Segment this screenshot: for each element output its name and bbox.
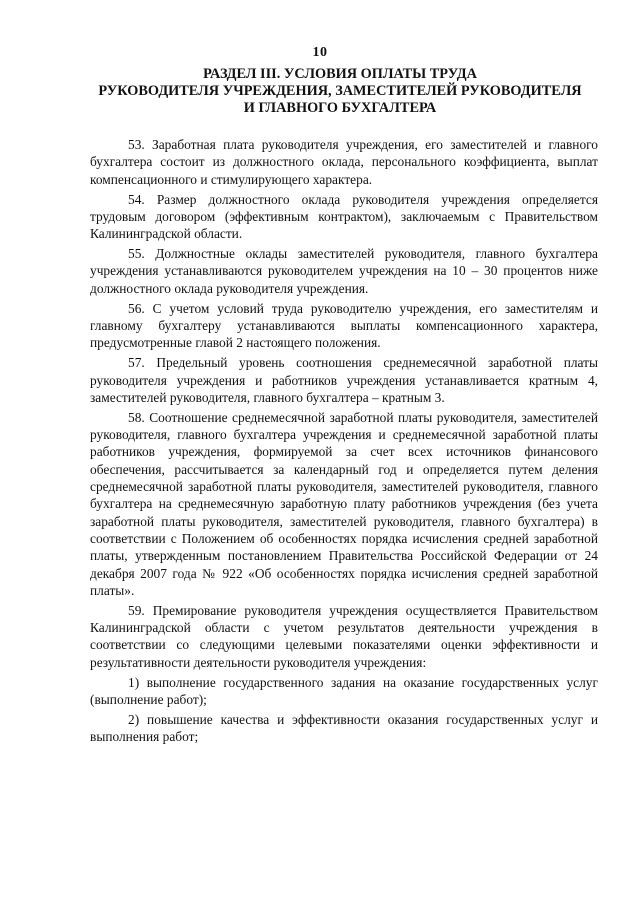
heading-line-2: РУКОВОДИТЕЛЯ УЧРЕЖДЕНИЯ, ЗАМЕСТИТЕЛЕЙ РУКОВОДИТЕЛЯ <box>98 83 582 99</box>
paragraph-58: 58. Соотношение среднемесячной заработной платы руководителя, заместителей руководителя, главного бухгалтера учреждения и среднемесячной заработной платы работников учреждения, формируемой за счет всех источников финансового обеспечения, рассчитывается за календарный год и определяется путем деления среднемесячной заработной платы руководителя, заместителей руководителя, главного бухгалтера на среднемесячную заработную плату работников учреждения (без учета заработной платы руководителя, заместителей руководителя, главного бухгалтера) в соответствии с Положением об особенностях порядка исчисления средней заработной платы, утвержденным постановлением Правительства Российской Федерации от 24 декабря 2007 года № 922 «Об особенностях порядка исчисления средней заработной платы». <box>90 409 598 598</box>
paragraph-57: 57. Предельный уровень соотношения среднемесячной заработной платы руководителя учреждения и работников учреждения устанавливается кратным 4, заместителей руководителя, главного бухгалтера – кратным 3. <box>90 355 598 405</box>
page-number: 10 <box>312 45 328 60</box>
list-item-1: 1) выполнение государственного задания на оказание государственных услуг (выполнение работ); <box>90 674 598 708</box>
heading-line-3: И ГЛАВНОГО БУХГАЛТЕРА <box>243 100 437 116</box>
paragraph-55: 55. Должностные оклады заместителей руководителя, главного бухгалтера учреждения устанавливаются руководителем учреждения на 10 – 30 процентов ниже должностного оклада руководителя учреждения. <box>90 246 598 296</box>
paragraph-53: 53. Заработная плата руководителя учреждения, его заместителей и главного бухгалтера состоит из должностного оклада, персонального коэффициента, выплат компенсационного и стимулирующего характера. <box>90 137 598 187</box>
document-body <box>90 136 598 748</box>
paragraph-59: 59. Премирование руководителя учреждения осуществляется Правительством Калининградской области с учетом результатов деятельности учреждения в соответствии со следующими целевыми показателями оценки эффективности и результативности деятельности руководителя учреждения: <box>90 602 598 670</box>
list-item-2: 2) повышение качества и эффективности оказания государственных услуг и выполнения работ; <box>90 712 598 745</box>
heading-line-1: РАЗДЕЛ III. УСЛОВИЯ ОПЛАТЫ ТРУДА <box>203 66 477 82</box>
paragraph-56: 56. С учетом условий труда руководителю учреждения, его заместителям и главному бухгалтеру устанавливаются выплаты компенсационного характера, предусмотренные главой 2 настоящего положения. <box>90 300 598 351</box>
section-heading <box>40 66 640 117</box>
paragraph-54: 54. Размер должностного оклада руководителя учреждения определяется трудовым договором (эффективным контрактом), заключаемым с Правительством Калининградской области. <box>90 191 598 242</box>
